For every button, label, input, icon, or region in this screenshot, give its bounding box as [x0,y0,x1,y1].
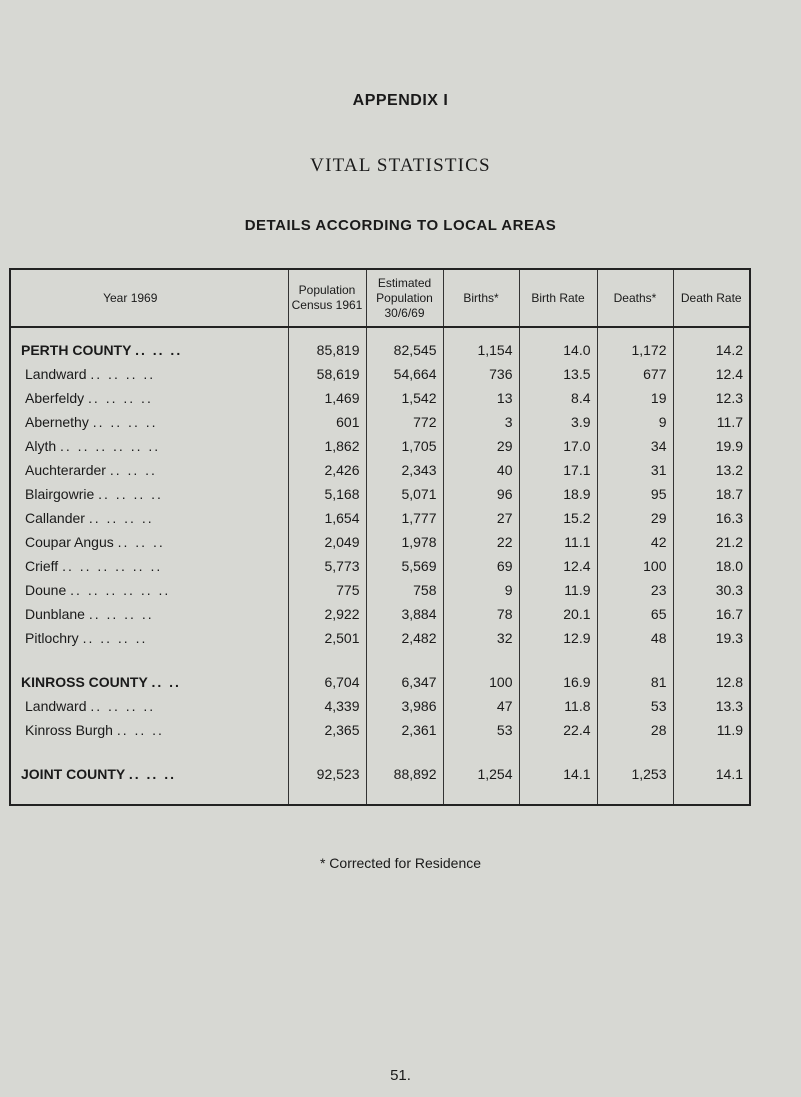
value-cell: 88,892 [366,762,443,786]
value-cell: 53 [443,718,519,742]
value-cell: 48 [597,626,673,650]
value-cell: 31 [597,458,673,482]
spacer-cell [673,327,750,338]
table-row [10,482,750,506]
table-row [10,626,750,650]
value-cell: 5,071 [366,482,443,506]
value-cell: 6,347 [366,670,443,694]
area-name: Auchterarder [25,462,106,478]
value-cell: 82,545 [366,338,443,362]
dot-leaders: .. .. .. .. [92,414,158,430]
table-header-row [10,269,750,327]
value-cell: 1,777 [366,506,443,530]
area-name-cell [10,670,288,694]
spacer-row [10,650,750,670]
value-cell: 18.9 [519,482,597,506]
value-cell: 17.1 [519,458,597,482]
dot-leaders: .. .. .. .. [90,366,156,382]
value-cell: 1,172 [597,338,673,362]
value-cell: 2,482 [366,626,443,650]
value-cell: 58,619 [288,362,366,386]
table-row [10,386,750,410]
value-cell: 69 [443,554,519,578]
dot-leaders: .. .. .. .. [90,698,156,714]
value-cell: 2,361 [366,718,443,742]
spacer-cell [673,650,750,670]
dot-leaders: .. .. [151,674,181,690]
vital-statistics-table [9,268,751,806]
area-name: Callander [25,510,85,526]
value-cell: 4,339 [288,694,366,718]
dot-leaders: .. .. .. [135,342,183,358]
value-cell: 1,978 [366,530,443,554]
spacer-cell [10,786,288,805]
table-row [10,458,750,482]
column-header: Estimated Population 30/6/69 [366,269,443,327]
spacer-cell [597,786,673,805]
value-cell: 1,254 [443,762,519,786]
spacer-cell [366,327,443,338]
value-cell: 17.0 [519,434,597,458]
table-row [10,578,750,602]
table-row [10,554,750,578]
spacer-cell [288,742,366,762]
area-name: Blairgowrie [25,486,95,502]
value-cell: 47 [443,694,519,718]
value-cell: 13.5 [519,362,597,386]
area-name-cell [10,578,288,602]
value-cell: 1,705 [366,434,443,458]
table-row [10,434,750,458]
value-cell: 9 [597,410,673,434]
spacer-row [10,327,750,338]
value-cell: 5,168 [288,482,366,506]
area-name: Aberfeldy [25,390,85,406]
area-name: Abernethy [25,414,89,430]
value-cell: 2,049 [288,530,366,554]
area-name-cell [10,434,288,458]
dot-leaders: .. .. .. [116,722,164,738]
value-cell: 5,569 [366,554,443,578]
value-cell: 40 [443,458,519,482]
spacer-cell [519,742,597,762]
spacer-cell [443,742,519,762]
value-cell: 14.0 [519,338,597,362]
table-row [10,602,750,626]
value-cell: 19.9 [673,434,750,458]
dot-leaders: .. .. .. [109,462,157,478]
table-row [10,762,750,786]
area-name: Kinross Burgh [25,722,113,738]
dot-leaders: .. .. .. .. .. .. [70,582,171,598]
value-cell: 11.9 [673,718,750,742]
value-cell: 6,704 [288,670,366,694]
value-cell: 19 [597,386,673,410]
table-row [10,362,750,386]
spacer-cell [597,742,673,762]
spacer-cell [673,786,750,805]
value-cell: 65 [597,602,673,626]
column-header: Births* [443,269,519,327]
value-cell: 1,654 [288,506,366,530]
dot-leaders: .. .. .. [117,534,165,550]
area-name: JOINT COUNTY [21,766,125,782]
value-cell: 1,469 [288,386,366,410]
spacer-cell [519,786,597,805]
value-cell: 2,426 [288,458,366,482]
area-name: Pitlochry [25,630,79,646]
spacer-row [10,786,750,805]
value-cell: 13.3 [673,694,750,718]
spacer-cell [10,742,288,762]
value-cell: 96 [443,482,519,506]
value-cell: 28 [597,718,673,742]
value-cell: 14.1 [673,762,750,786]
value-cell: 20.1 [519,602,597,626]
value-cell: 11.9 [519,578,597,602]
spacer-cell [366,786,443,805]
value-cell: 11.7 [673,410,750,434]
value-cell: 758 [366,578,443,602]
value-cell: 18.0 [673,554,750,578]
spacer-cell [519,650,597,670]
table-row [10,506,750,530]
area-name: PERTH COUNTY [21,342,132,358]
value-cell: 12.9 [519,626,597,650]
area-name: Landward [25,366,87,382]
value-cell: 677 [597,362,673,386]
dot-leaders: .. .. .. .. [98,486,163,502]
dot-leaders: .. .. .. .. .. .. [62,558,163,574]
dot-leaders: .. .. .. .. [88,606,154,622]
value-cell: 14.1 [519,762,597,786]
spacer-cell [10,650,288,670]
value-cell: 3.9 [519,410,597,434]
column-header: Death Rate [673,269,750,327]
dot-leaders: .. .. .. .. .. .. [60,438,161,454]
value-cell: 3 [443,410,519,434]
area-name: Alyth [25,438,57,454]
dot-leaders: .. .. .. .. [88,390,153,406]
value-cell: 11.8 [519,694,597,718]
table-row [10,694,750,718]
value-cell: 2,922 [288,602,366,626]
value-cell: 12.8 [673,670,750,694]
value-cell: 29 [597,506,673,530]
value-cell: 100 [443,670,519,694]
dot-leaders: .. .. .. .. [88,510,154,526]
table-row [10,338,750,362]
value-cell: 22 [443,530,519,554]
footnote: * Corrected for Residence [319,855,482,871]
value-cell: 78 [443,602,519,626]
value-cell: 29 [443,434,519,458]
area-name: Dunblane [25,606,85,622]
value-cell: 34 [597,434,673,458]
value-cell: 85,819 [288,338,366,362]
area-name: KINROSS COUNTY [21,674,148,690]
value-cell: 5,773 [288,554,366,578]
value-cell: 54,664 [366,362,443,386]
value-cell: 12.3 [673,386,750,410]
value-cell: 23 [597,578,673,602]
value-cell: 42 [597,530,673,554]
value-cell: 53 [597,694,673,718]
value-cell: 16.9 [519,670,597,694]
value-cell: 27 [443,506,519,530]
column-header: Year 1969 [10,269,288,327]
value-cell: 8.4 [519,386,597,410]
area-name-cell [10,338,288,362]
value-cell: 1,862 [288,434,366,458]
value-cell: 2,501 [288,626,366,650]
spacer-cell [519,327,597,338]
appendix-heading: APPENDIX I [352,92,449,109]
value-cell: 32 [443,626,519,650]
value-cell: 1,542 [366,386,443,410]
value-cell: 100 [597,554,673,578]
value-cell: 775 [288,578,366,602]
page-title: VITAL STATISTICS [310,155,491,176]
value-cell: 12.4 [519,554,597,578]
table-row [10,670,750,694]
area-name-cell [10,694,288,718]
spacer-cell [10,327,288,338]
area-name: Landward [25,698,87,714]
spacer-cell [443,786,519,805]
value-cell: 3,884 [366,602,443,626]
value-cell: 30.3 [673,578,750,602]
table-row [10,530,750,554]
area-name-cell [10,762,288,786]
area-name: Doune [25,582,67,598]
value-cell: 13 [443,386,519,410]
dot-leaders: .. .. .. [128,766,176,782]
column-header: Population Census 1961 [288,269,366,327]
area-name-cell [10,626,288,650]
area-name-cell [10,530,288,554]
area-name-cell [10,386,288,410]
area-name-cell [10,410,288,434]
area-name-cell [10,554,288,578]
value-cell: 772 [366,410,443,434]
spacer-cell [288,786,366,805]
area-name-cell [10,362,288,386]
table-row [10,718,750,742]
spacer-cell [673,742,750,762]
spacer-cell [366,650,443,670]
column-header: Deaths* [597,269,673,327]
dot-leaders: .. .. .. .. [82,630,148,646]
value-cell: 15.2 [519,506,597,530]
table-row [10,410,750,434]
value-cell: 19.3 [673,626,750,650]
value-cell: 9 [443,578,519,602]
value-cell: 3,986 [366,694,443,718]
value-cell: 2,365 [288,718,366,742]
spacer-cell [366,742,443,762]
spacer-cell [288,650,366,670]
value-cell: 16.3 [673,506,750,530]
value-cell: 14.2 [673,338,750,362]
value-cell: 2,343 [366,458,443,482]
value-cell: 22.4 [519,718,597,742]
area-name-cell [10,602,288,626]
value-cell: 601 [288,410,366,434]
area-name-cell [10,458,288,482]
value-cell: 736 [443,362,519,386]
spacer-cell [443,650,519,670]
value-cell: 1,154 [443,338,519,362]
spacer-cell [288,327,366,338]
area-name: Coupar Angus [25,534,114,550]
spacer-cell [597,327,673,338]
value-cell: 18.7 [673,482,750,506]
page-subtitle: DETAILS ACCORDING TO LOCAL AREAS [244,217,557,234]
area-name: Crieff [25,558,59,574]
area-name-cell [10,718,288,742]
value-cell: 16.7 [673,602,750,626]
spacer-cell [597,650,673,670]
spacer-row [10,742,750,762]
value-cell: 1,253 [597,762,673,786]
table-body [10,327,750,805]
area-name-cell [10,482,288,506]
value-cell: 81 [597,670,673,694]
value-cell: 92,523 [288,762,366,786]
column-header: Birth Rate [519,269,597,327]
area-name-cell [10,506,288,530]
value-cell: 21.2 [673,530,750,554]
spacer-cell [443,327,519,338]
value-cell: 12.4 [673,362,750,386]
value-cell: 95 [597,482,673,506]
value-cell: 13.2 [673,458,750,482]
page-number: 51. [390,1067,411,1084]
value-cell: 11.1 [519,530,597,554]
